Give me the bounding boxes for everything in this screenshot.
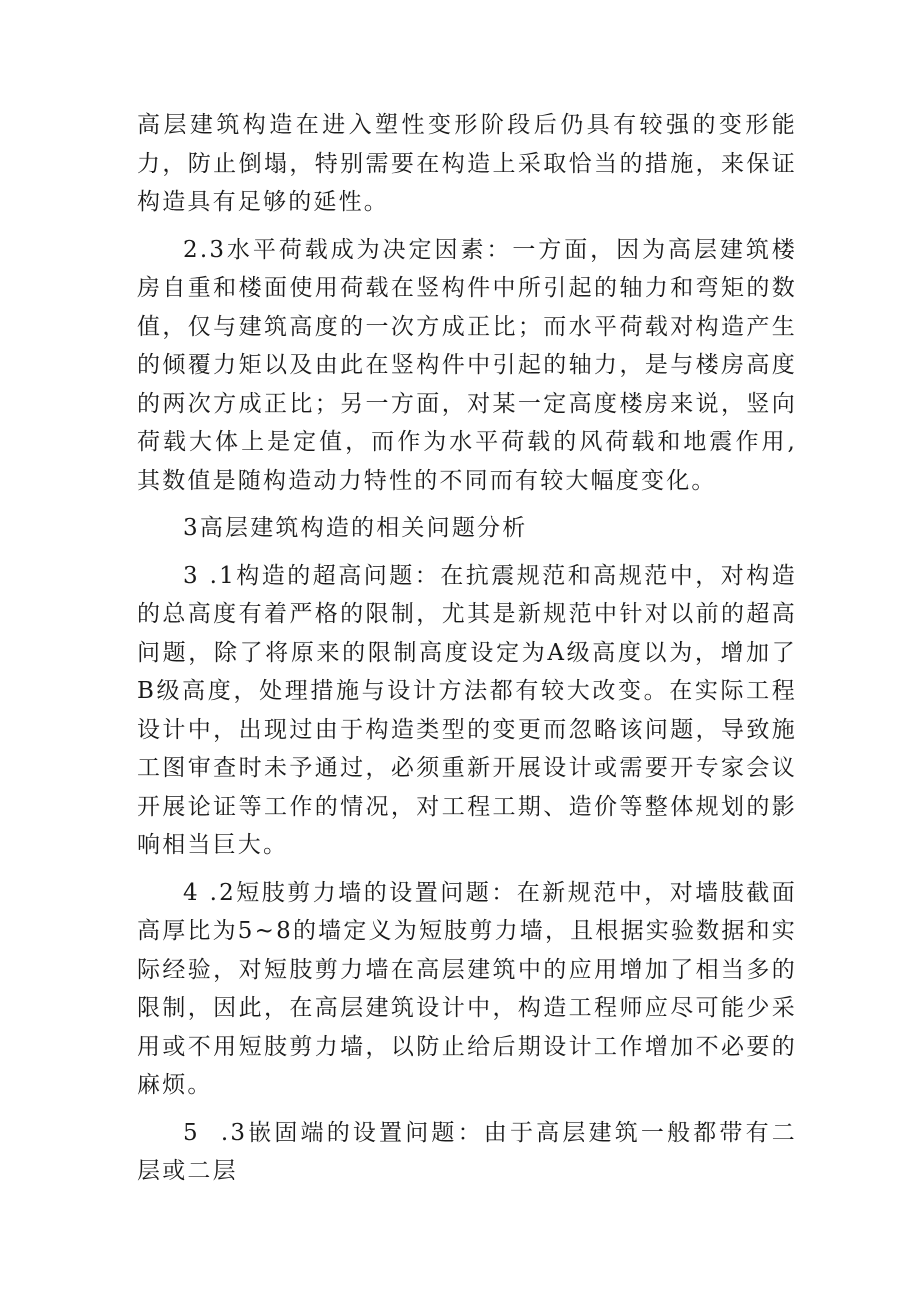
- paragraph-short-pier-wall: 4 .2短肢剪力墙的设置问题：在新规范中，对墙肢截面高厚比为5~8的墙定义为短肢剪力墙，且根据实验数据和实际经验，对短肢剪力墙在高层建筑中的应用增加了相当多的限制，因此，在高层建筑设计中，构造工程师应尽可能少采用或不用短肢剪力墙，以防止给后期设计工作增加不必要的麻烦。: [137, 879, 797, 1098]
- document-page: [137, 106, 797, 1191]
- paragraph-gap: [137, 548, 797, 557]
- paragraph-horizontal-load: 2.3水平荷载成为决定因素：一方面，因为高层建筑楼房自重和楼面使用荷载在竖构件中所引起的轴力和弯矩的数值，仅与建筑高度的一次方成正比；而水平荷载对构造产生的倾覆力矩以及由此在竖构件中引起的轴力，是与楼房高度的两次方成正比；另一方面，对某一定高度楼房来说，竖向荷载大体上是定值，而作为水平荷载的风荷载和地震作用,其数值是随构造动力特性的不同而有较大幅度变化。: [137, 236, 797, 494]
- paragraph-gap: [137, 865, 797, 874]
- paragraph-gap: [137, 222, 797, 231]
- paragraph-embedded-end: 5 .3嵌固端的设置问题：由于高层建筑一般都带有二层或二层: [137, 1119, 797, 1184]
- section-heading: 3高层建筑构造的相关问题分析: [183, 515, 528, 541]
- paragraph-ductility: 高层建筑构造在进入塑性变形阶段后仍具有较强的变形能力，防止倒塌，特别需要在构造上采取恰当的措施，来保证构造具有足够的延性。: [137, 112, 797, 215]
- paragraph-gap: [137, 500, 797, 509]
- paragraph-gap: [137, 1105, 797, 1114]
- paragraph-height-limit: 3 .1构造的超高问题：在抗震规范和高规范中，对构造的总高度有着严格的限制，尤其是新规范中针对以前的超高问题，除了将原来的限制高度设定为A级高度以为，增加了B级高度，处理措施与设计方法都有较大改变。在实际工程设计中，出现过由于构造类型的变更而忽略该问题，导致施工图审查时未予通过，必须重新开展设计或需要开专家会议开展论证等工作的情况，对工程工期、造价等整体规划的影响相当巨大。: [137, 562, 797, 858]
